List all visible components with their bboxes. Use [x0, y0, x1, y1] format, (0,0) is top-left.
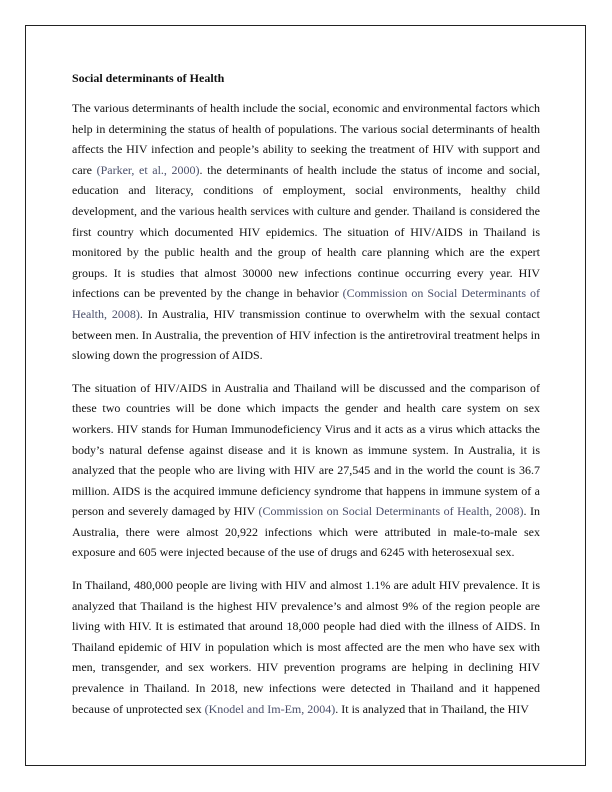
- paragraph-text: . In Australia, there were almost 20,922 infections which were attributed in male-to-male sex exposure and 605 were injected because of the use of drugs and 6245 with heterosexual sex.: [72, 504, 541, 560]
- paragraph-text: In Thailand, 480,000 people are living with HIV and almost 1.1% are adult HIV prevalence. It is analyzed that Thailand is the highest HIV prevalence’s and almost 9% of the region people are living with HIV. It is estimated that around 18,000 people had died with the illness of AIDS. In Thailand epidemic of HIV in population which is most affected are the men who have sex with men, transgender, and sex workers. HIV prevention programs are helping in declining HIV prevalence in Thailand. In 2018, new infections were detected in Thailand and it happened because of unprotected sex: [72, 578, 540, 716]
- paragraph-text: . It is analyzed that in Thailand, the HIV: [335, 701, 529, 716]
- paragraph-text: The situation of HIV/AIDS in Australia and Thailand will be discussed and the comparison of these two countries will be done which impacts the gender and health care system on sex workers. HIV stands for Human Immunodeficiency Virus and it acts as a virus which attacks the body’s natural defense against disease and it is known as immune system. In Australia, it is analyzed that the people who are living with HIV are 27,545 and in the world the count is 36.7 million. AIDS is the acquired immune deficiency syndrome that happens in immune system of a person and severely damaged by HIV: [72, 380, 540, 519]
- paragraph: [72, 575, 540, 719]
- paragraph-text: The various determinants of health include the social, economic and environmental factors which help in determining the status of health of populations. The various social determinants of health affects the HIV infection and people’s ability to seeking the treatment of HIV with support and care: [72, 101, 540, 177]
- paragraph: [72, 378, 540, 563]
- citation: (Commission on Social Determinants of Health, 2008): [258, 504, 524, 519]
- paragraphs: [72, 98, 540, 719]
- citation: (Knodel and Im-Em, 2004): [204, 701, 336, 716]
- paragraph-text: . In Australia, HIV transmission continue to overwhelm with the sexual contact between men. In Australia, the prevention of HIV infection is the antiretroviral treatment helps in slowing down the progression of AIDS.: [72, 306, 540, 363]
- citation: (Commission on Social Determinants of Health, 2008): [72, 286, 541, 321]
- section-heading: Social determinants of Health: [72, 71, 225, 85]
- document-body: [72, 70, 540, 731]
- paragraph-text: . the determinants of health include the status of income and social, education and literacy, conditions of employment, social environments, healthy child development, and the various health services with culture and gender. Thailand is considered the first country which documented HIV epidemics. The situation of HIV/AIDS in Thailand is monitored by the public health and the group of health care planning which are the expert groups. It is studies that almost 30000 new infections continue occurring every year. HIV infections can be prevented by the change in behavior: [72, 162, 541, 301]
- paragraph: [72, 98, 540, 366]
- citation: (Parker, et al., 2000): [96, 162, 200, 177]
